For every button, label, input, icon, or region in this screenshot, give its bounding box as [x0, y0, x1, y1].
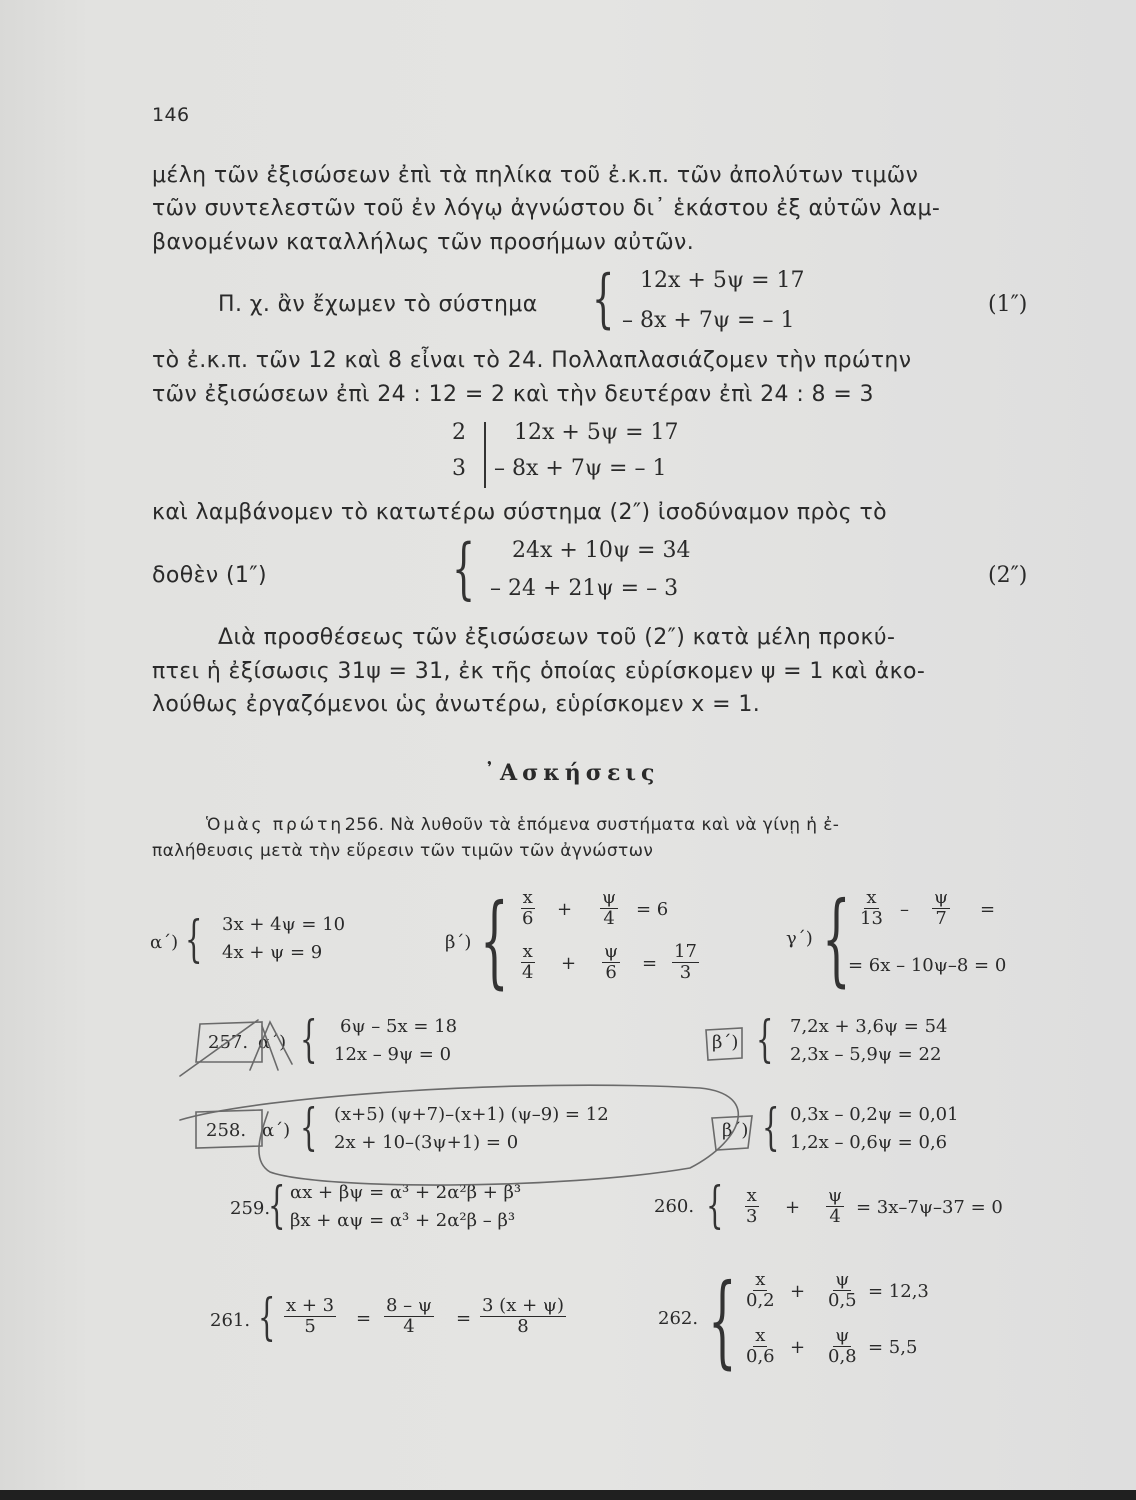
system-brace: { — [756, 1010, 774, 1068]
intro-line: βανομένων καταλλήλως τῶν προσήμων αὐτῶν. — [152, 230, 695, 255]
system-brace: { — [185, 910, 203, 968]
system-brace: { — [258, 1288, 276, 1346]
body-line: Διὰ προσθέσεως τῶν ἐξισώσεων τοῦ (2″) κατὰ μέλη προκύ- — [218, 625, 896, 650]
rhs: = 6 — [636, 899, 669, 920]
group-title: Ὁμὰς πρώτη. — [206, 815, 353, 835]
pencil-box-257 — [196, 1022, 262, 1062]
ex258-b-eq: 0,3x – 0,2ψ = 0,01 — [790, 1104, 959, 1125]
fraction: $\frac{3 (x + \psi)}{8}$ — [482, 1295, 565, 1337]
multiplied-eq: – 8x + 7ψ = – 1 — [494, 456, 667, 481]
system-brace: { — [300, 1098, 318, 1156]
ex258-b-eq: 1,2x – 0,6ψ = 0,6 — [790, 1132, 948, 1153]
system-brace: { — [480, 882, 509, 999]
ex259-eq: αx + βψ = α³ + 2α²β + β³ — [290, 1182, 522, 1203]
pencil-box-257b — [706, 1028, 742, 1060]
system2-eq: 24x + 10ψ = 34 — [512, 538, 691, 563]
system-brace: { — [268, 1176, 286, 1234]
page-number: 146 — [152, 104, 190, 126]
fraction: $\frac{x}{0,6}$ — [746, 1325, 775, 1367]
body-line: πτει ἡ ἐξίσωσις 31ψ = 31, ἐκ τῆς ὁποίας εὑρίσκομεν ψ = 1 καὶ ἀκο- — [152, 659, 926, 684]
exercise-number: 260. — [654, 1196, 695, 1217]
equals-sign: = — [456, 1308, 472, 1329]
system1-tag: (1″) — [988, 292, 1028, 317]
exercise-number: 258. — [206, 1120, 247, 1141]
fraction: $\frac{\psi}{4}$ — [602, 887, 617, 929]
fraction: $\frac{8 - \psi}{4}$ — [386, 1295, 433, 1337]
multiplier: 2 — [452, 420, 466, 445]
part-label-b: β΄) — [445, 932, 472, 953]
intro-line: τῶν συντελεστῶν τοῦ ἐν λόγῳ ἀγνώστου δι᾽ ἑκάστου ἐξ αὐτῶν λαμ- — [152, 196, 941, 221]
fraction: $\frac{x}{4}$ — [522, 941, 534, 983]
plus-sign: + — [557, 899, 573, 920]
ex257-a-eq: 12x – 9ψ = 0 — [334, 1044, 452, 1065]
body-line: τῶν ἐξισώσεων ἐπὶ 24 : 12 = 2 καὶ τὴν δευτέραν ἐπὶ 24 : 8 = 3 — [152, 382, 874, 407]
part-label-b: β΄) — [712, 1032, 739, 1053]
plus-sign: + — [785, 1197, 801, 1218]
plus-sign: + — [790, 1281, 806, 1302]
ex257-a-eq: 6ψ – 5x = 18 — [340, 1016, 458, 1037]
pencil-loop-258 — [180, 1085, 738, 1185]
system-brace: { — [300, 1010, 318, 1068]
fraction: $\frac{x + 3}{5}$ — [286, 1295, 335, 1337]
body-line: λούθως ἐργαζόμενοι ὡς ἀνωτέρω, εὑρίσκομεν x = 1. — [152, 692, 761, 717]
fraction: $\frac{x}{0,2}$ — [746, 1269, 775, 1311]
example-label: Π. χ. ἂν ἔχωμεν τὸ σύστημα — [218, 292, 538, 317]
exercise-256-text: παλήθευσις μετὰ τὴν εὕρεσιν τῶν τιμῶν τῶν ἀγνώστων — [152, 841, 654, 861]
system-brace: { — [762, 1098, 780, 1156]
fraction: $\frac{\psi}{6}$ — [604, 941, 619, 983]
minus-sign: – — [900, 899, 909, 920]
fraction: $\frac{\psi}{0,8}$ — [828, 1325, 857, 1367]
plus-sign: + — [561, 953, 577, 974]
fraction: $\frac{\psi}{7}$ — [934, 887, 949, 929]
ex258-a-eq: 2x + 10–(3ψ+1) = 0 — [334, 1132, 519, 1153]
part-label-a: α΄) — [258, 1032, 287, 1053]
body-line: καὶ λαμβάνομεν τὸ κατωτέρω σύστημα (2″) ἰσοδύναμον πρὸς τὸ — [152, 500, 887, 525]
fraction: $\frac{17}{3}$ — [674, 941, 697, 983]
exercise-number: 262. — [658, 1308, 699, 1329]
ex257-b-eq: 7,2x + 3,6ψ = 54 — [790, 1016, 948, 1037]
part-label-b: β΄) — [722, 1120, 749, 1141]
ex256-c-eq: = 6x – 10ψ–8 = 0 — [848, 955, 1007, 976]
exercise-number: 257. — [208, 1032, 249, 1053]
equals-sign: = — [642, 953, 658, 974]
exercise-number: 261. — [210, 1310, 251, 1331]
ex259-eq: βx + αψ = α³ + 2α²β – β³ — [290, 1210, 516, 1231]
ex260-rest: = 3x–7ψ–37 = 0 — [856, 1197, 1003, 1218]
system2-eq: – 24 + 21ψ = – 3 — [490, 576, 679, 601]
intro-line: μέλη τῶν ἐξισώσεων ἐπὶ τὰ πηλίκα τοῦ ἐ.κ.π. τῶν ἀπολύτων τιμῶν — [152, 163, 919, 188]
rhs: = 5,5 — [868, 1337, 918, 1358]
part-label-a: α΄) — [262, 1120, 291, 1141]
plus-sign: + — [790, 1337, 806, 1358]
exercises-heading: ᾿Ασκήσεις — [484, 760, 660, 786]
scan-bottom-edge — [0, 1490, 1136, 1500]
given-label: δοθὲν (1″) — [152, 563, 267, 588]
system-brace: { — [822, 880, 851, 997]
body-line: τὸ ἐ.κ.π. τῶν 12 καὶ 8 εἶναι τὸ 24. Πολλαπλασιάζομεν τὴν πρώτην — [152, 348, 912, 373]
system-brace: { — [706, 1176, 724, 1234]
ex256-a-eq: 3x + 4ψ = 10 — [222, 914, 346, 935]
system1-eq: 12x + 5ψ = 17 — [640, 268, 805, 293]
rhs: = 12,3 — [868, 1281, 929, 1302]
system-brace: { — [708, 1262, 737, 1379]
multiplier: 3 — [452, 456, 466, 481]
fraction: $\frac{x}{6}$ — [522, 887, 534, 929]
equals-sign: = — [980, 899, 996, 920]
ex256-a-eq: 4x + ψ = 9 — [222, 942, 323, 963]
fraction: $\frac{x}{3}$ — [746, 1185, 758, 1227]
part-label-a: α΄) — [150, 932, 179, 953]
multiplied-eq: 12x + 5ψ = 17 — [514, 420, 679, 445]
exercise-256-text: 256. Νὰ λυθοῦν τὰ ἑπόμενα συστήματα καὶ νὰ γίνῃ ἡ ἐ- — [345, 815, 840, 835]
fraction: $\frac{x}{13}$ — [860, 887, 883, 929]
part-label-c: γ΄) — [786, 928, 813, 949]
system2-tag: (2″) — [988, 563, 1028, 588]
fraction: $\frac{\psi}{0,5}$ — [828, 1269, 857, 1311]
system-brace: { — [452, 530, 476, 607]
system1-eq: – 8x + 7ψ = – 1 — [622, 308, 795, 333]
fraction: $\frac{\psi}{4}$ — [828, 1185, 843, 1227]
equals-sign: = — [356, 1308, 372, 1329]
ex257-b-eq: 2,3x – 5,9ψ = 22 — [790, 1044, 942, 1065]
ex258-a-eq: (x+5) (ψ+7)–(x+1) (ψ–9) = 12 — [334, 1104, 609, 1125]
exercise-number: 259. — [230, 1198, 271, 1219]
system-brace: { — [592, 262, 615, 336]
pencil-box-258 — [196, 1110, 262, 1148]
